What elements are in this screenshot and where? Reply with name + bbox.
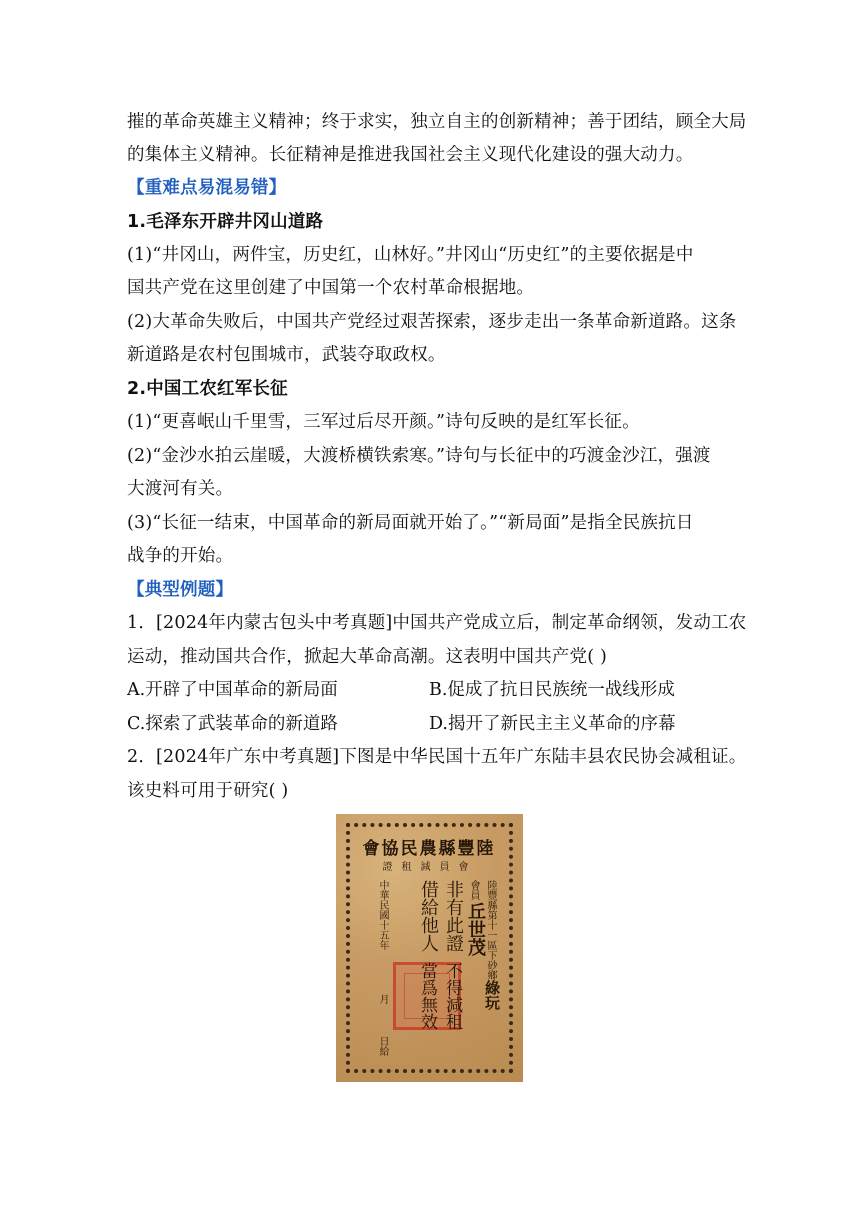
topic-title-jinggangshan: 1.毛泽东开辟井冈山道路 [127, 212, 324, 232]
certificate-subtitle: 會員減租證 [382, 862, 478, 873]
paragraph-line: (1)“井冈山，两件宝，历史红，山林好。”井冈山“历史红”的主要依据是中 [127, 245, 694, 265]
question-1-option-a: A.开辟了中国革命的新局面 [127, 680, 338, 700]
certificate-title: 陸豐縣農民協會 [362, 839, 496, 859]
section-heading-confusion: 【重难点易混易错】 [127, 178, 287, 198]
certificate-date: 中華民國十五年 [377, 880, 388, 950]
topic-title-long-march: 2.中国工农红军长征 [127, 379, 288, 399]
paragraph-line: 国共产党在这里创建了中国第一个农村革命根据地。 [127, 278, 535, 298]
question-1-option-c: C.探索了武装革命的新道路 [127, 714, 338, 734]
question-1-option-b: B.促成了抗日民族统一战线形成 [429, 680, 675, 700]
certificate-rule-1: 非有此證 [443, 880, 464, 952]
certificate-day: 日給 [377, 1036, 388, 1056]
question-2-stem: 2．[2024年广东中考真题]下图是中华民国十五年广东陆丰县农民协会减租证。 [127, 747, 747, 767]
certificate-member-label: 會員 [468, 880, 479, 900]
paragraph-line: 大渡河有关。 [127, 479, 234, 499]
question-1-stem: 运动，推动国共合作，掀起大革命高潮。这表明中国共产党( ) [127, 647, 608, 667]
certificate-rule-4: 當爲無效 [417, 962, 437, 1030]
paragraph-line: (2)“金沙水拍云崖暖，大渡桥横铁索寒。”诗句与长征中的巧渡金沙江，强渡 [127, 446, 711, 466]
paragraph-line: (1)“更喜岷山千里雪，三军过后尽开颜。”诗句反映的是红军长征。 [127, 412, 640, 432]
question-2-stem: 该史料可用于研究( ) [127, 781, 289, 801]
certificate-month: 月 [377, 994, 388, 1004]
certificate-rule-3: 不得減租 [442, 962, 462, 1030]
certificate-member-name: 丘世茂 [465, 902, 486, 956]
section-heading-examples: 【典型例题】 [127, 580, 234, 600]
paragraph-line: (2)大革命失败后，中国共产党经过艰苦探索，逐步走出一条革命新道路。这条 [127, 312, 737, 332]
paragraph-line: (3)“长征一结束，中国革命的新局面就开始了。”“新局面”是指全民族抗日 [127, 513, 694, 533]
certificate-address: 陸豐縣第十一區下砂鄉 [485, 880, 496, 980]
certificate-name-2: 綠玩 [483, 980, 501, 1010]
question-1-option-d: D.揭开了新民主主义革命的序幕 [429, 714, 676, 734]
intro-text-line: 摧的革命英雄主义精神；终于求实，独立自主的创新精神；善于团结，顾全大局 [127, 112, 747, 132]
paragraph-line: 新道路是农村包围城市，武装夺取政权。 [127, 345, 446, 365]
certificate-rule-2: 借給他人 [418, 880, 439, 952]
question-1-stem: 1．[2024年内蒙古包头中考真题]中国共产党成立后，制定革命纲领，发动工农 [127, 613, 747, 633]
paragraph-line: 战争的开始。 [127, 546, 234, 566]
intro-text-line: 的集体主义精神。长征精神是推进我国社会主义现代化建设的强大动力。 [127, 145, 694, 165]
